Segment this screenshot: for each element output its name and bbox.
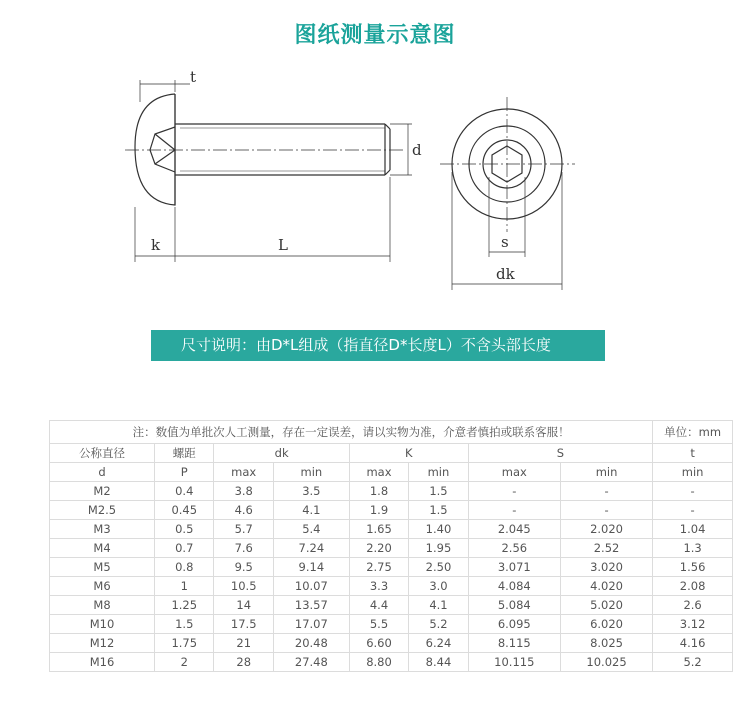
table-cell: 4.16 — [653, 634, 733, 653]
table-cell: 1.95 — [409, 539, 468, 558]
table-cell: 1.9 — [349, 501, 408, 520]
subheader-min: min — [273, 463, 349, 482]
table-cell: 4.1 — [409, 596, 468, 615]
table-cell: 5.7 — [214, 520, 273, 539]
table-cell: 3.3 — [349, 577, 408, 596]
table-cell: M4 — [50, 539, 155, 558]
table-cell: 1.5 — [155, 615, 214, 634]
table-cell: 9.14 — [273, 558, 349, 577]
table-cell: - — [468, 482, 560, 501]
table-cell: 3.5 — [273, 482, 349, 501]
header-pitch: 螺距 — [155, 444, 214, 463]
header-s: S — [468, 444, 653, 463]
table-cell: 8.025 — [560, 634, 652, 653]
table-cell: 1.65 — [349, 520, 408, 539]
table-cell: 5.084 — [468, 596, 560, 615]
table-cell: 7.6 — [214, 539, 273, 558]
table-cell: 2.52 — [560, 539, 652, 558]
table-row — [50, 653, 733, 672]
table-row — [50, 520, 733, 539]
table-cell: 5.4 — [273, 520, 349, 539]
table-cell: 5.5 — [349, 615, 408, 634]
dim-label-L: L — [278, 236, 288, 254]
table-cell: 1.04 — [653, 520, 733, 539]
dim-label-d: d — [412, 141, 422, 159]
table-cell: 1.75 — [155, 634, 214, 653]
table-row — [50, 634, 733, 653]
table-cell: - — [468, 501, 560, 520]
table-cell: M6 — [50, 577, 155, 596]
table-cell: 1.8 — [349, 482, 408, 501]
header-k: K — [349, 444, 468, 463]
subheader-p: P — [155, 463, 214, 482]
table-cell: M3 — [50, 520, 155, 539]
table-cell: 4.020 — [560, 577, 652, 596]
table-subheader-row — [50, 463, 733, 482]
subheader-max: max — [214, 463, 273, 482]
dim-label-s: s — [501, 233, 509, 251]
screw-drawing — [120, 62, 580, 302]
table-cell: 1.25 — [155, 596, 214, 615]
table-cell: 17.5 — [214, 615, 273, 634]
table-cell: 4.4 — [349, 596, 408, 615]
table-cell: 1 — [155, 577, 214, 596]
table-note: 注：数值为单批次人工测量，存在一定误差，请以实物为准，介意者慎拍或联系客服！ — [50, 421, 653, 444]
header-t: t — [653, 444, 733, 463]
table-row — [50, 539, 733, 558]
table-unit: 单位：mm — [653, 421, 733, 444]
table-cell: 10.025 — [560, 653, 652, 672]
dim-label-k: k — [151, 236, 161, 254]
table-cell: 14 — [214, 596, 273, 615]
table-cell: 2.20 — [349, 539, 408, 558]
table-cell: 2.045 — [468, 520, 560, 539]
table-cell: 5.2 — [409, 615, 468, 634]
table-cell: 5.2 — [653, 653, 733, 672]
table-row — [50, 482, 733, 501]
table-cell: M2.5 — [50, 501, 155, 520]
table-cell: M5 — [50, 558, 155, 577]
table-cell: 1.5 — [409, 501, 468, 520]
table-row — [50, 558, 733, 577]
header-diameter: 公称直径 — [50, 444, 155, 463]
table-header-row — [50, 444, 733, 463]
dim-label-dk: dk — [496, 265, 515, 283]
size-description-banner: 尺寸说明：由D*L组成（指直径D*长度L）不含头部长度 — [151, 330, 605, 361]
table-cell: 8.115 — [468, 634, 560, 653]
table-cell: 1.5 — [409, 482, 468, 501]
table-cell: M8 — [50, 596, 155, 615]
subheader-max: max — [468, 463, 560, 482]
table-cell: 13.57 — [273, 596, 349, 615]
table-note-row — [50, 421, 733, 444]
table-cell: 3.020 — [560, 558, 652, 577]
table-cell: 0.5 — [155, 520, 214, 539]
table-cell: 7.24 — [273, 539, 349, 558]
table-cell: 6.60 — [349, 634, 408, 653]
table-cell: - — [560, 501, 652, 520]
table-cell: - — [653, 501, 733, 520]
spec-table — [49, 420, 733, 672]
table-row — [50, 501, 733, 520]
subheader-max: max — [349, 463, 408, 482]
subheader-min: min — [409, 463, 468, 482]
table-cell: 27.48 — [273, 653, 349, 672]
table-cell: 10.5 — [214, 577, 273, 596]
table-cell: 3.8 — [214, 482, 273, 501]
table-cell: 2.020 — [560, 520, 652, 539]
table-cell: 3.12 — [653, 615, 733, 634]
table-cell: 8.44 — [409, 653, 468, 672]
table-cell: 3.0 — [409, 577, 468, 596]
table-cell: M12 — [50, 634, 155, 653]
subheader-min: min — [560, 463, 652, 482]
table-cell: 10.115 — [468, 653, 560, 672]
table-cell: 28 — [214, 653, 273, 672]
table-cell: 4.1 — [273, 501, 349, 520]
header-dk: dk — [214, 444, 349, 463]
table-cell: 0.4 — [155, 482, 214, 501]
table-cell: 9.5 — [214, 558, 273, 577]
table-row — [50, 615, 733, 634]
table-cell: 1.56 — [653, 558, 733, 577]
table-cell: 2.08 — [653, 577, 733, 596]
table-cell: 17.07 — [273, 615, 349, 634]
table-cell: 21 — [214, 634, 273, 653]
table-cell: - — [560, 482, 652, 501]
table-cell: 3.071 — [468, 558, 560, 577]
table-cell: 6.020 — [560, 615, 652, 634]
page-title: 图纸测量示意图 — [294, 23, 456, 48]
subheader-min: min — [653, 463, 733, 482]
table-cell: M16 — [50, 653, 155, 672]
table-cell: M10 — [50, 615, 155, 634]
table-cell: 2 — [155, 653, 214, 672]
table-cell: 20.48 — [273, 634, 349, 653]
table-cell: 2.56 — [468, 539, 560, 558]
table-cell: - — [653, 482, 733, 501]
dim-label-t: t — [190, 68, 197, 86]
table-cell: 5.020 — [560, 596, 652, 615]
table-cell: 2.50 — [409, 558, 468, 577]
table-cell: M2 — [50, 482, 155, 501]
table-row — [50, 577, 733, 596]
table-cell: 2.75 — [349, 558, 408, 577]
table-cell: 6.24 — [409, 634, 468, 653]
table-cell: 8.80 — [349, 653, 408, 672]
table-cell: 2.6 — [653, 596, 733, 615]
table-cell: 0.7 — [155, 539, 214, 558]
table-cell: 0.45 — [155, 501, 214, 520]
subheader-d: d — [50, 463, 155, 482]
table-row — [50, 596, 733, 615]
table-cell: 4.6 — [214, 501, 273, 520]
table-cell: 10.07 — [273, 577, 349, 596]
table-cell: 4.084 — [468, 577, 560, 596]
table-cell: 1.40 — [409, 520, 468, 539]
table-cell: 0.8 — [155, 558, 214, 577]
table-cell: 6.095 — [468, 615, 560, 634]
table-cell: 1.3 — [653, 539, 733, 558]
